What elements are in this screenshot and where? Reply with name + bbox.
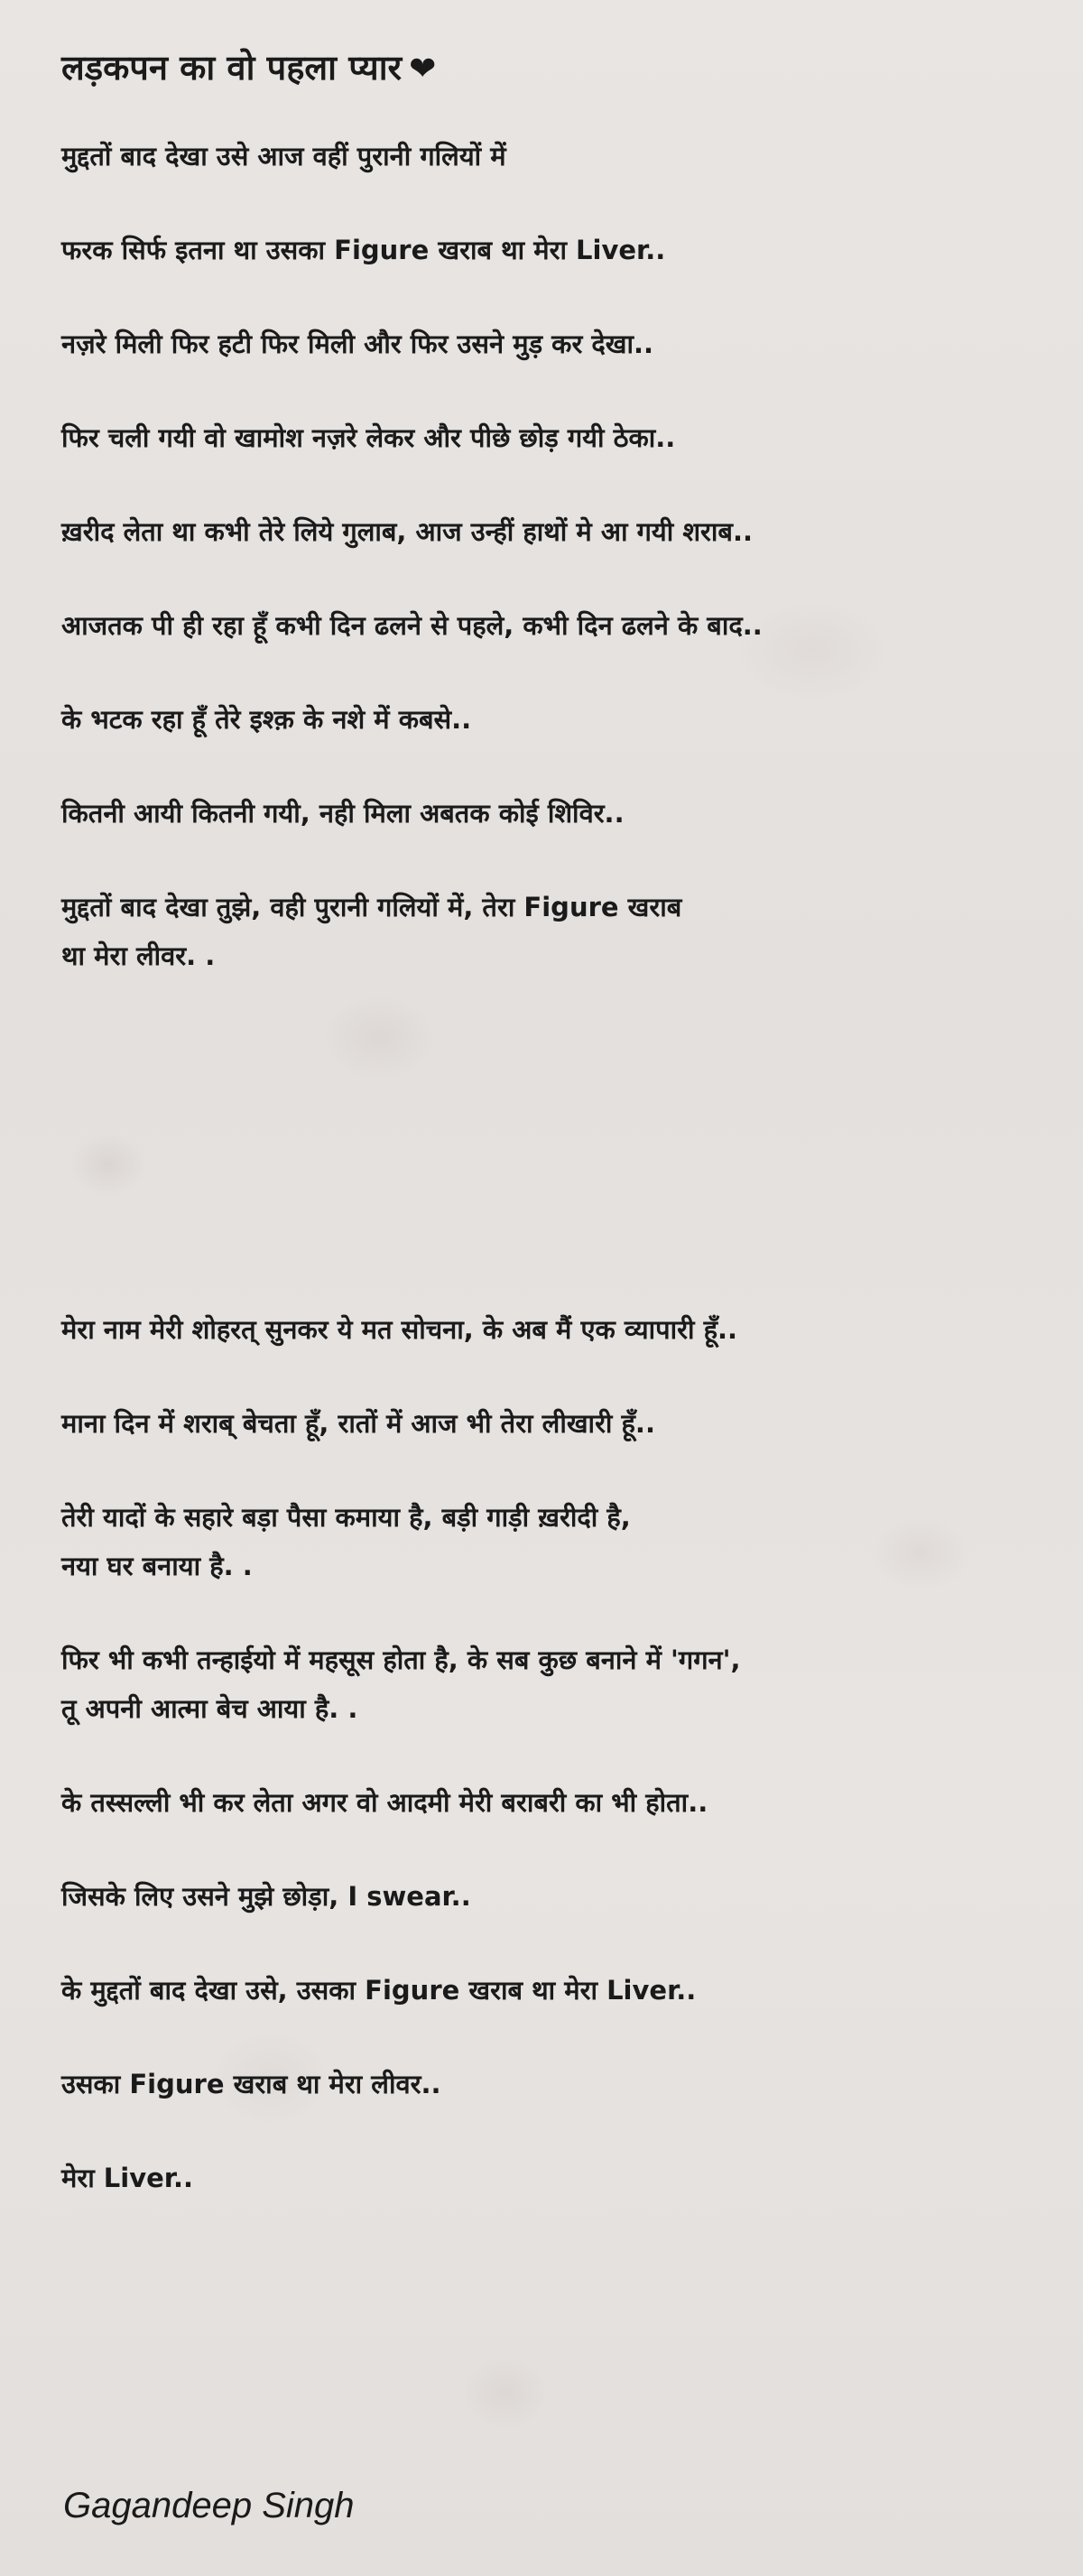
- author-signature: Gagandeep Singh: [63, 2486, 355, 2525]
- poem-line: के भटक रहा हूँ तेरे इश्क़ के नशे में कबसे..: [61, 704, 472, 735]
- poem-line: उसका Figure खराब था मेरा लीवर..: [61, 2069, 441, 2099]
- poem-line: के तस्सल्ली भी कर लेता अगर वो आदमी मेरी बराबरी का भी होता..: [61, 1787, 708, 1818]
- poem-line: कितनी आयी कितनी गयी, नही मिला अबतक कोई शिविर..: [61, 798, 625, 829]
- poem-title: [61, 43, 436, 94]
- poem-line: ख़रीद लेता था कभी तेरे लिये गुलाब, आज उन्हीं हाथों मे आ गयी शराब..: [61, 516, 754, 547]
- heart-icon: ❤: [409, 51, 437, 88]
- poem-line: मेरा Liver..: [61, 2163, 194, 2193]
- poem-line: फिर चली गयी वो खामोश नज़रे लेकर और पीछे छोड़ गयी ठेका..: [61, 422, 676, 453]
- poem-line: आजतक पी ही रहा हूँ कभी दिन ढलने से पहले, कभी दिन ढलने के बाद..: [61, 610, 763, 641]
- poem-line: फिर भी कभी तन्हाईयो में महसूस होता है, के सब कुछ बनाने में 'गगन',: [61, 1645, 741, 1675]
- poem-line: के मुद्दतों बाद देखा उसे, उसका Figure खराब था मेरा Liver..: [61, 1975, 697, 2006]
- poem-title-text: लड़कपन का वो पहला प्यार: [61, 48, 403, 88]
- poem-line: तू अपनी आत्मा बेच आया है. .: [61, 1693, 358, 1724]
- poem-line: था मेरा लीवर. .: [61, 941, 216, 971]
- poem-line: नज़रे मिली फिर हटी फिर मिली और फिर उसने मुड़ कर देखा..: [61, 329, 654, 359]
- poem-line: नया घर बनाया है. .: [61, 1551, 253, 1581]
- poem-line: जिसके लिए उसने मुझे छोड़ा, I swear..: [61, 1881, 471, 1912]
- poem-line: मुद्दतों बाद देखा तुझे, वही पुरानी गलियों में, तेरा Figure खराब: [61, 892, 682, 922]
- poem-line: मुद्दतों बाद देखा उसे आज वहीं पुरानी गलियों में: [61, 141, 506, 171]
- poem-line: फरक सिर्फ इतना था उसका Figure खराब था मेरा Liver..: [61, 235, 666, 265]
- poem-line: तेरी यादों के सहारे बड़ा पैसा कमाया है, बड़ी गाड़ी ख़रीदी है,: [61, 1502, 631, 1533]
- poem-line: मेरा नाम मेरी शोहरत् सुनकर ये मत सोचना, के अब मैं एक व्यापारी हूँ..: [61, 1314, 737, 1345]
- poem-line: माना दिन में शराब् बेचता हूँ, रातों में आज भी तेरा लीखारी हूँ..: [61, 1408, 655, 1439]
